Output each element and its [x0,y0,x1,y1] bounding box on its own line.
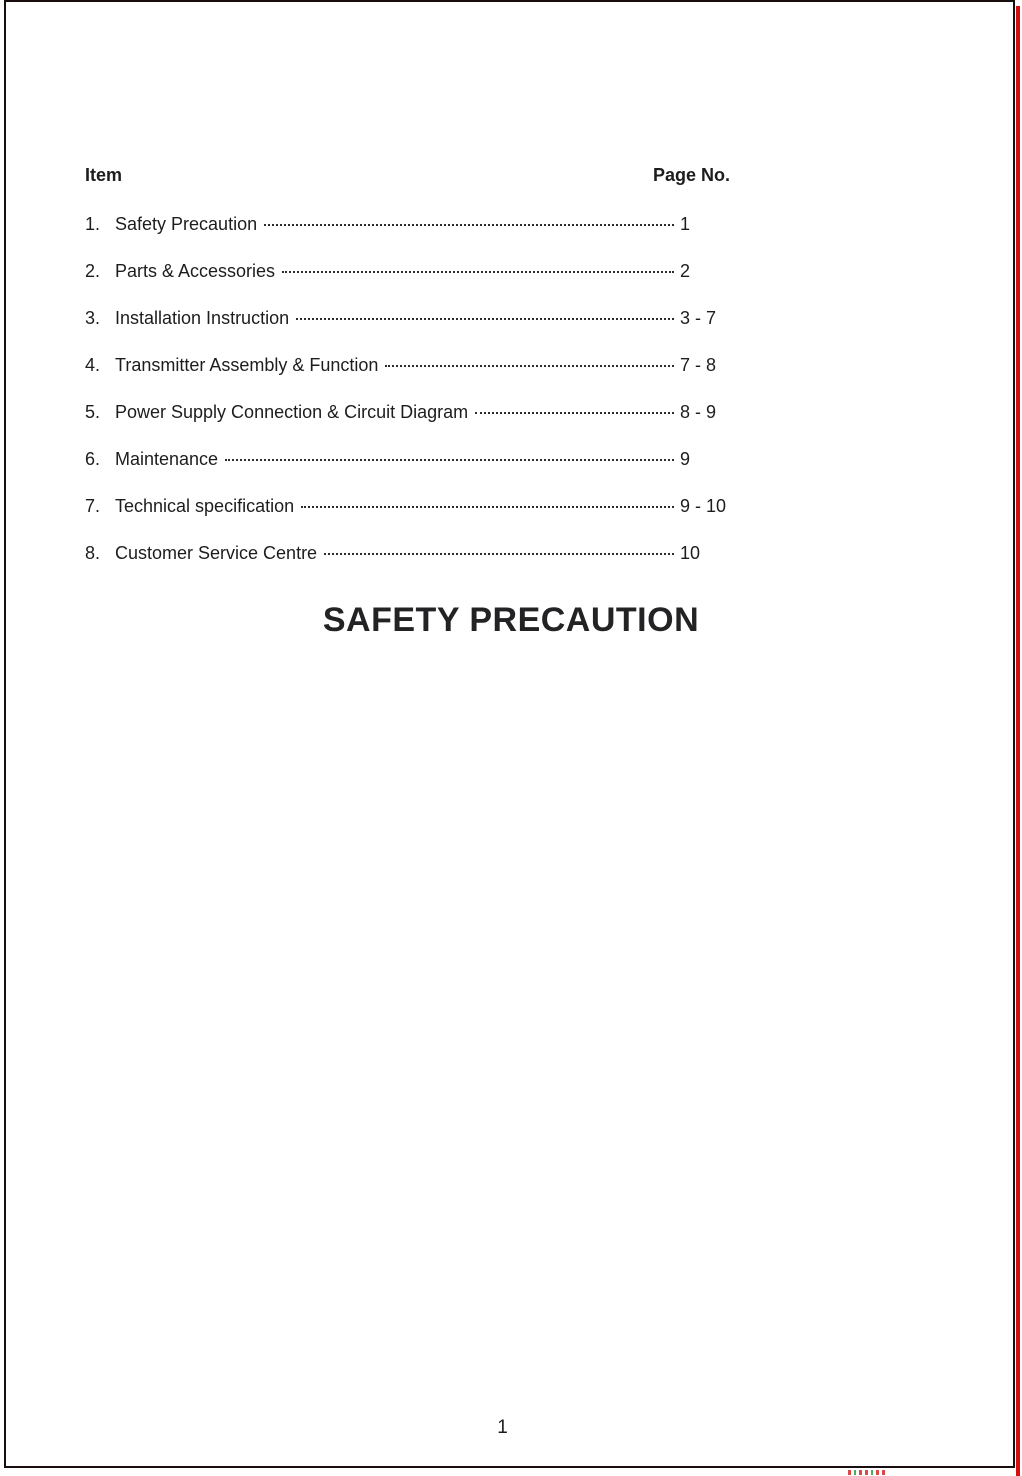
dot-leader [301,506,674,508]
toc-item-pages: 10 [680,543,701,563]
section-heading: SAFETY PRECAUTION [322,601,700,639]
toc-header-page-label: Page No. [652,165,730,185]
toc-item-pages: 2 [680,261,691,281]
toc-rows [85,213,730,564]
toc-row [85,307,730,329]
toc-item-number: 4. [85,355,101,375]
toc-item-pages: 8 - 9 [680,402,717,422]
toc-item-number: 3. [85,308,101,328]
dot-leader [296,318,674,320]
toc-item-label: Transmitter Assembly & Function [115,355,379,375]
scan-edge-artifact [1016,6,1020,1476]
toc-item-label: Maintenance [115,449,219,469]
toc-item-number: 2. [85,261,101,281]
toc-row [85,213,730,235]
toc-row [85,260,730,282]
dot-leader [225,459,674,461]
toc-item-number: 5. [85,402,101,422]
toc-row [85,495,730,517]
toc-item-number: 1. [85,214,101,234]
toc-row [85,448,730,470]
toc-row [85,354,730,376]
toc-row [85,542,730,564]
toc-item-pages: 9 - 10 [680,496,727,516]
toc-item-label: Safety Precaution [115,214,258,234]
toc-item-pages: 9 [680,449,691,469]
toc-item-number: 6. [85,449,101,469]
dot-leader [282,271,674,273]
dot-leader [475,412,674,414]
toc-item-label: Parts & Accessories [115,261,276,281]
table-of-contents [85,164,730,589]
toc-row [85,401,730,423]
toc-header-item-label: Item [85,165,123,185]
toc-item-pages: 1 [680,214,691,234]
toc-item-pages: 7 - 8 [680,355,717,375]
page-number: 1 [497,1417,508,1438]
scan-speck [848,1470,886,1475]
toc-item-number: 8. [85,543,101,563]
dot-leader [264,224,674,226]
toc-item-label: Power Supply Connection & Circuit Diagram [115,402,469,422]
toc-header [85,164,730,186]
dot-leader [385,365,674,367]
toc-item-label: Technical specification [115,496,295,516]
dot-leader [324,553,674,555]
toc-item-label: Customer Service Centre [115,543,318,563]
toc-item-pages: 3 - 7 [680,308,717,328]
toc-item-label: Installation Instruction [115,308,290,328]
toc-item-number: 7. [85,496,101,516]
